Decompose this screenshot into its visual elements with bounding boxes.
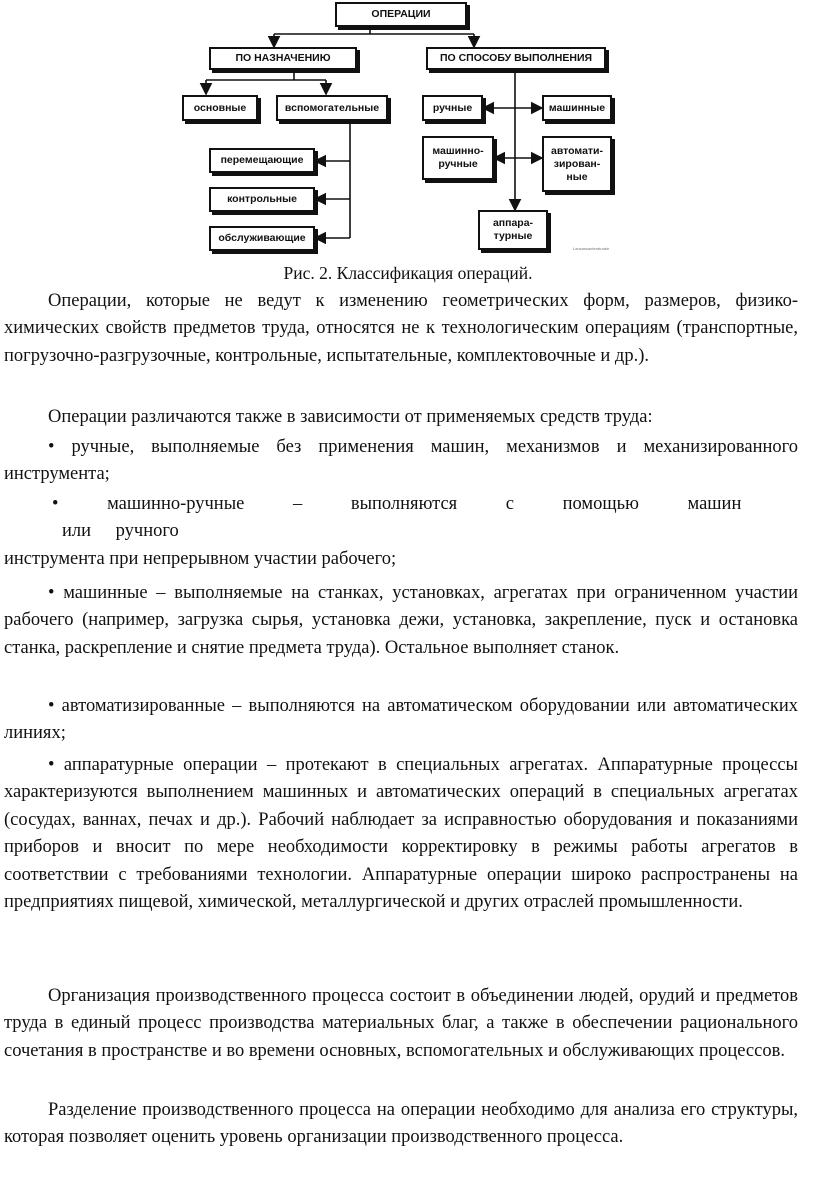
- bullet-machine-manual-line3: инструмента при непрерывном участии рабочего;: [4, 548, 397, 569]
- node-automated: [542, 136, 612, 192]
- classification-diagram: [178, 0, 618, 258]
- node-auxiliary: [276, 95, 388, 121]
- node-control-label: контрольные: [227, 193, 297, 205]
- node-main-label: основные: [193, 101, 247, 114]
- bullet-apparatus: • аппаратурные операции – протекают в специальных агрегатах. Аппаратурные процессы характеризуются выполнением машинных и автоматических операций в специальных агрегатах (сосудах, ваннах, печах и др.). Рабочий наблюдает за исправностью оборудования и показаниями приборов и вносит по мере необходимости корректировку в режимы работы агрегатов в соответствии с требованиями технологии. Аппаратурные операции широко распространены на предприятиях пищевой, химической, металлургической и других отраслей промышленности.: [4, 755, 798, 913]
- bullet-automated: • автоматизированные – выполняются на автоматическом оборудовании или автоматических линиях;: [4, 696, 798, 744]
- node-by-purpose: [209, 47, 357, 70]
- node-automated-line2: зирован-: [553, 157, 601, 170]
- node-main: [182, 95, 258, 121]
- bullet-manual: • ручные, выполняемые без применения машин, механизмов и механизированного инструмента;: [4, 437, 798, 485]
- paragraph-division: Разделение производственного процесса на операции необходимо для анализа его структуры, которая позволяет оценить уровень организации производственного процесса.: [4, 1100, 798, 1148]
- node-apparatus-line2: турные: [493, 230, 533, 242]
- node-machine: [542, 95, 612, 121]
- node-manual-label: ручные: [432, 101, 473, 114]
- node-apparatus-line1: аппара-: [492, 217, 534, 229]
- figure-caption: Рис. 2. Классификация операций.: [283, 263, 533, 283]
- paragraph-means-of-labor: Операции различаются также в зависимости от применяемых средств труда:: [48, 407, 653, 427]
- node-by-purpose-label: ПО НАЗНАЧЕНИЮ: [235, 52, 331, 64]
- diagram-connectors: [178, 0, 618, 258]
- bullet-machine-manual-line1: • машинно-ручные – выполняются с помощью машин: [52, 494, 742, 514]
- bullet-machine: • машинные – выполняемые на станках, установках, агрегатах при ограниченном участии рабочего (например, загрузка сырья, установка дежи, установка, закрепление, пуск и остановка станка, раскрепление и снятие предмета труда). Остальное выполняет станок.: [4, 583, 798, 658]
- node-moving: [209, 148, 315, 173]
- node-moving-label: перемещающие: [220, 154, 304, 166]
- node-machine-manual: [422, 136, 494, 180]
- node-automated-line1: автомати-: [551, 144, 603, 157]
- node-operations-label: ОПЕРАЦИИ: [371, 8, 431, 20]
- paragraph-non-technological: Операции, которые не ведут к изменению геометрических форм, размеров, физико-химических свойств предметов труда, относятся не к технологическим операциям (транспортные, погрузочно-разгрузочные, контрольные, испытательные, комплектовочные и др.).: [4, 291, 798, 366]
- node-machine-manual-line2: ручные: [438, 158, 478, 170]
- node-servicing: [209, 226, 315, 251]
- node-machine-label: машинные: [548, 101, 606, 114]
- node-by-method: [426, 47, 606, 70]
- node-automated-line3: ные: [566, 170, 588, 183]
- node-machine-manual-line1: машинно-: [432, 145, 484, 157]
- diagram-watermark: Lanzassanteraturale: [573, 246, 610, 251]
- node-servicing-label: обслуживающие: [218, 232, 306, 244]
- bullet-machine-manual: [4, 491, 798, 573]
- paragraph-organization: Организация производственного процесса состоит в объединении людей, орудий и предметов труда в единый процесс производства материальных благ, а также в обеспечении рационального сочетания в пространстве и во времени основных, вспомогательных и обслуживающих процессов.: [4, 986, 798, 1061]
- node-operations: [335, 2, 467, 27]
- node-control: [209, 187, 315, 212]
- node-manual: [422, 95, 483, 121]
- node-by-method-label: ПО СПОСОБУ ВЫПОЛНЕНИЯ: [439, 52, 593, 64]
- node-auxiliary-label: вспомогательные: [284, 101, 380, 114]
- bullet-machine-manual-line2: или ручного: [62, 521, 179, 542]
- node-apparatus: [478, 210, 548, 250]
